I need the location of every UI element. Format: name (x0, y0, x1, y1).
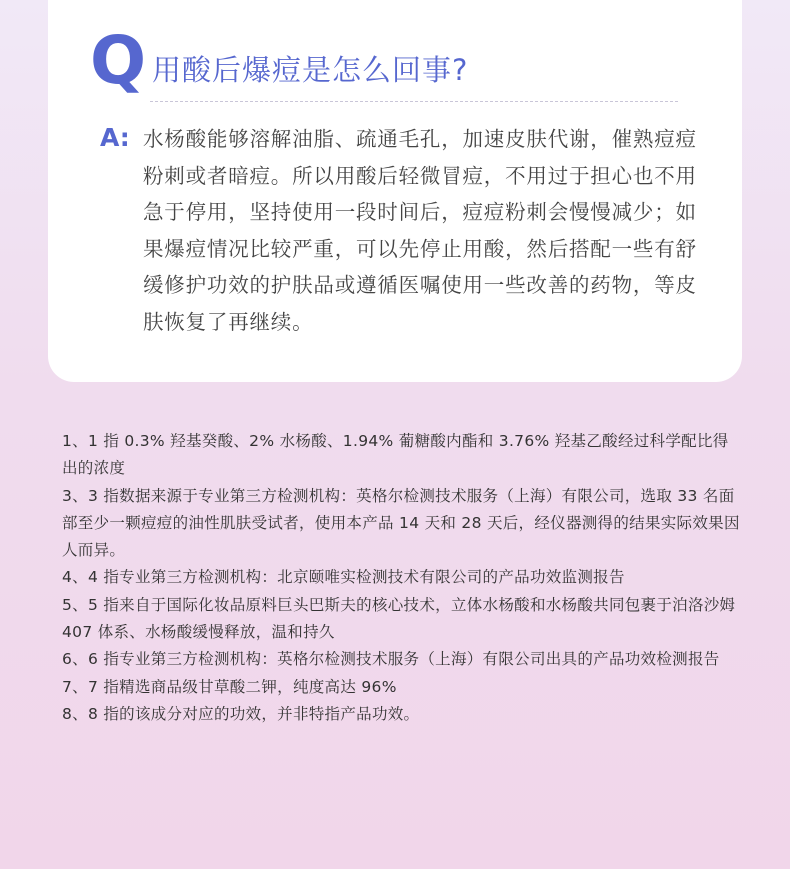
footnote-item: 6、6 指专业第三方检测机构：英格尔检测技术服务（上海）有限公司出具的产品功效检测报告 (62, 650, 720, 669)
footnote-item: 7、7 指精选商品级甘草酸二钾，纯度高达 96% (62, 677, 397, 696)
footnotes-list (62, 428, 742, 728)
footnote-item: 4、4 指专业第三方检测机构：北京颐唯实检测技术有限公司的产品功效监测报告 (62, 568, 625, 587)
dashed-divider (150, 101, 678, 102)
footnote-item: 1、1 指 0.3% 羟基癸酸、2% 水杨酸、1.94% 葡糖酸内酯和 3.76% 羟基乙酸经过科学配比得出的浓度 (62, 432, 729, 478)
footnote-item: 3、3 指数据来源于专业第三方检测机构：英格尔检测技术服务（上海）有限公司，选取 33 名面部至少一颗痘痘的油性肌肤受试者，使用本产品 14 天和 28 天后，经仪器测得的结果实际效果因人而异。 (62, 486, 740, 560)
footnote-item: 5、5 指来自于国际化妆品原料巨头巴斯夫的核心技术，立体水杨酸和水杨酸共同包裹于泊洛沙姆 407 体系、水杨酸缓慢释放，温和持久 (62, 595, 736, 642)
answer-text: 水杨酸能够溶解油脂、疏通毛孔，加速皮肤代谢，催熟痘痘粉刺或者暗痘。所以用酸后轻微冒痘，不用过于担心也不用急于停用，坚持使用一段时间后，痘痘粉刺会慢慢减少；如果爆痘情况比较严重，可以先停止用酸，然后搭配一些有舒缓修护功效的护肤品或遵循医嘱使用一些改善的药物，等皮肤恢复了再继续。 (143, 127, 697, 334)
footnote-item: 8、8 指的该成分对应的功效，并非特指产品功效。 (62, 704, 420, 723)
question-mark-letter: Q (90, 22, 147, 99)
question-title: 用酸后爆痘是怎么回事? (152, 53, 469, 87)
answer-mark-letter: A: (100, 123, 130, 152)
